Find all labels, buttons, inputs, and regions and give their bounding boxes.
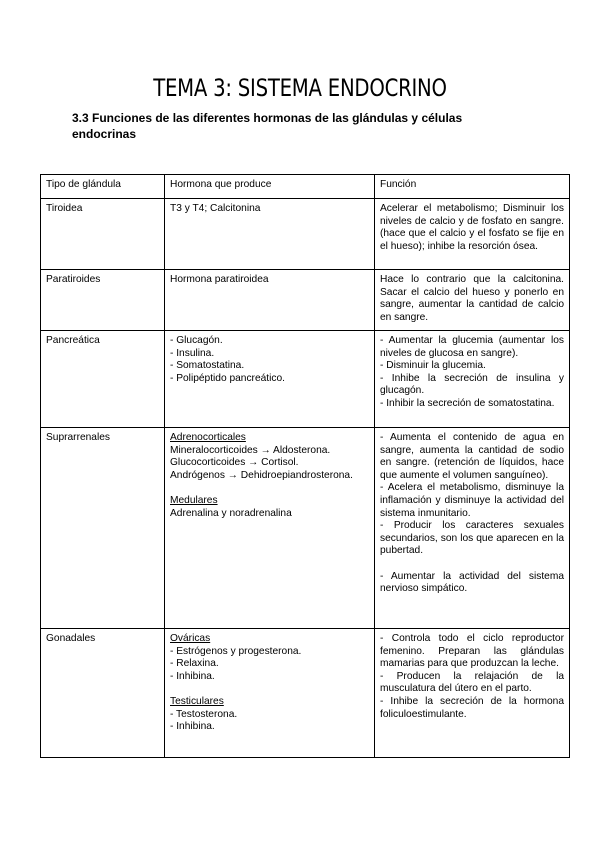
hormone-item: - Inhibina. [170, 721, 215, 733]
hormone-item: - Insulina. [170, 347, 215, 359]
function-cell [375, 331, 570, 428]
function-item: - Disminuir la glucemia. [380, 360, 486, 372]
gland-cell: Pancreática [41, 331, 165, 428]
function-item: - Inhibe la secreción de insulina y glucagón. [380, 372, 564, 397]
hormone-item: Andrógenos → Dehidroepiandrosterona. [170, 469, 353, 481]
function-item: - Controla todo el ciclo reproductor femenino. Preparan las glándulas mamarias para que produzcan la leche. [380, 633, 564, 670]
header-function: Función [375, 175, 570, 199]
header-hormone: Hormona que produce [165, 175, 375, 199]
function-item: - Inhibir la secreción de somatostatina. [380, 397, 555, 409]
function-item: - Acelera el metabolismo, disminuye la inflamación y disminuye la actividad del sistema inmunitario. [380, 482, 564, 519]
hormone-item: - Somatostatina. [170, 360, 245, 372]
hormone-item: - Polipéptido pancreático. [170, 372, 285, 384]
header-gland: Tipo de glándula [41, 175, 165, 199]
function-cell [375, 428, 570, 629]
function-item: - Aumentar la glucemia (aumentar los niveles de glucosa en sangre). [380, 335, 564, 359]
hormone-cell: T3 y T4; Calcitonina [165, 199, 375, 270]
function-item: - Aumenta el contenido de agua en sangre, aumenta la cantidad de sodio en sangre. (retención de líquidos, hace que aumente el volumen sanguíneo). [380, 432, 564, 481]
page-title: TEMA 3: SISTEMA ENDOCRINO [153, 74, 447, 102]
function-item: - Producir los caracteres sexuales secundarios, son los que aparecen en la pubertad. [380, 520, 564, 557]
table-header-row [41, 175, 570, 199]
hormone-group-title: Adrenocorticales [170, 432, 246, 443]
section-subtitle: 3.3 Funciones de las diferentes hormonas de las glándulas y células endocrinas [72, 111, 463, 141]
table-row [41, 199, 570, 270]
hormone-cell [165, 629, 375, 758]
gland-cell: Paratiroides [41, 270, 165, 331]
hormone-item: Adrenalina y noradrenalina [170, 507, 292, 519]
table-row [41, 629, 570, 758]
hormone-item: - Relaxina. [170, 658, 219, 670]
hormone-item: - Testosterona. [170, 708, 238, 720]
function-cell: Hace lo contrario que la calcitonina. Sacar el calcio del hueso y ponerlo en sangre, aumentar la cantidad de calcio en sangre. [375, 270, 570, 331]
hormone-item: - Inhibina. [170, 670, 215, 682]
function-item: - Aumentar la actividad del sistema nervioso simpático. [380, 570, 564, 595]
function-item: - Inhibe la secreción de la hormona foliculoestimulante. [380, 695, 564, 720]
gland-cell: Gonadales [41, 629, 165, 758]
hormone-item: Glucocorticoides → Cortisol. [170, 457, 299, 469]
hormone-item: - Glucagón. [170, 335, 223, 346]
table-row [41, 428, 570, 629]
gland-cell: Tiroidea [41, 199, 165, 270]
hormone-table [40, 174, 570, 758]
hormone-group-title: Testiculares [170, 695, 224, 707]
function-cell [375, 629, 570, 758]
hormone-group-title: Ováricas [170, 633, 211, 644]
hormone-item: - Estrógenos y progesterona. [170, 645, 302, 657]
function-cell: Acelerar el metabolismo; Disminuir los niveles de calcio y de fosfato en sangre. (hace que el calcio y el fosfato se fije en el hueso); inhibe la resorción ósea. [375, 199, 570, 270]
table-row [41, 331, 570, 428]
function-item: - Producen la relajación de la musculatura del útero en el parto. [380, 670, 564, 695]
hormone-item: Mineralocorticoides → Aldosterona. [170, 444, 331, 456]
table-row [41, 270, 570, 331]
hormone-cell [165, 331, 375, 428]
hormone-cell [165, 428, 375, 629]
hormone-cell: Hormona paratiroidea [165, 270, 375, 331]
hormone-group-title: Medulares [170, 494, 218, 506]
gland-cell: Suprarrenales [41, 428, 165, 629]
